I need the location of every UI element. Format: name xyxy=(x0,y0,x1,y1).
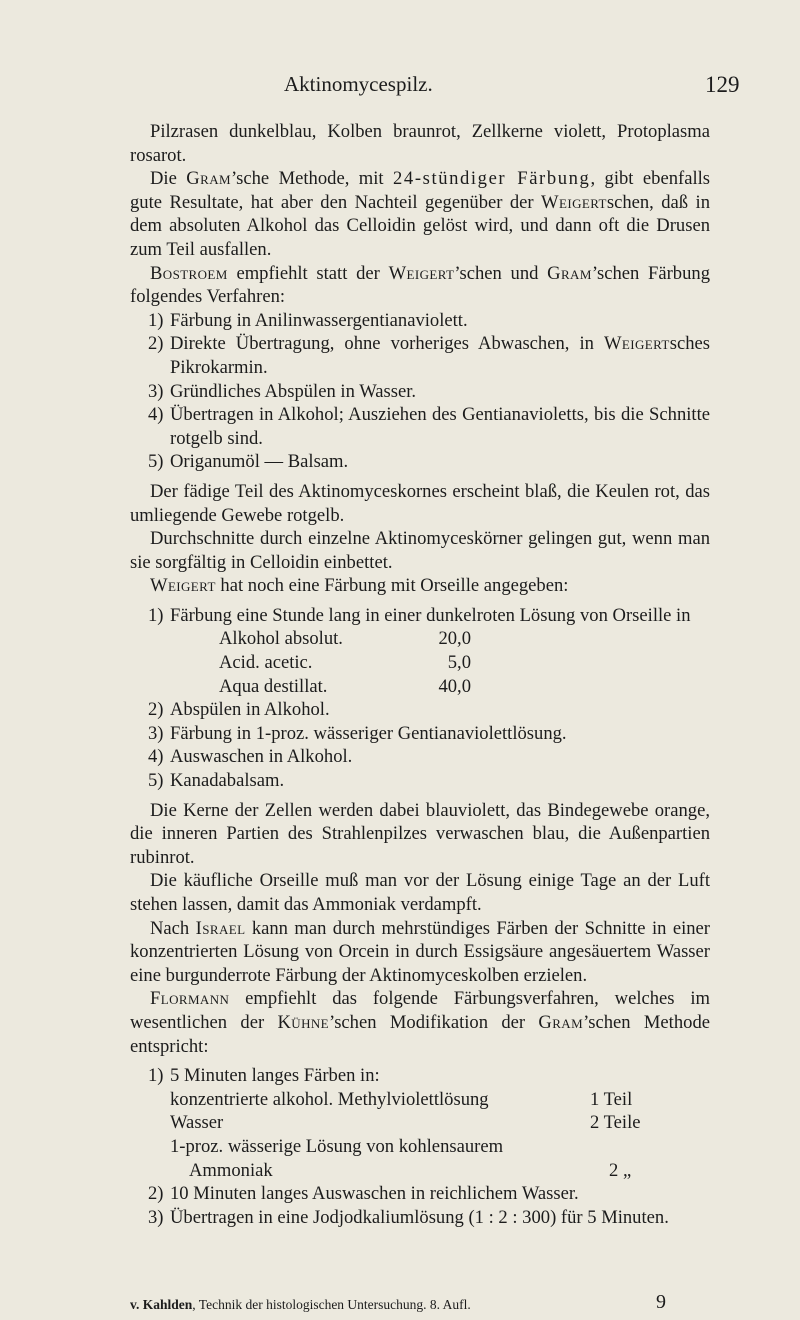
running-title: Aktinomycespilz. xyxy=(284,72,433,96)
person-name: Weigert xyxy=(150,575,216,597)
list-item: 2) Abspülen in Alkohol. xyxy=(148,699,330,721)
paragraph: Durchschnitte durch einzelne Aktinomyceskörner gelingen gut, wenn man sie sorgfältig in Celloidin einbettet. xyxy=(130,528,710,573)
person-name: Gram xyxy=(186,168,231,190)
list-item: 4) Übertragen in Alkohol; Ausziehen des Gentianavioletts, bis die Schnitte rotgelb sind. xyxy=(148,404,710,449)
list-item: 4) Auswaschen in Alkohol. xyxy=(148,746,353,768)
list-item: 5) Origanumöl — Balsam. xyxy=(148,451,349,473)
orseille-recipe xyxy=(130,627,710,698)
signature-mark: 9 xyxy=(656,1291,666,1313)
person-name: Flormann xyxy=(150,988,230,1010)
paragraph: Der fädige Teil des Aktinomyceskornes erscheint blaß, die Keulen rot, das umliegende Gewebe rotgelb. xyxy=(130,480,710,526)
flormann-steps-rest xyxy=(130,1182,710,1229)
list-item: 1) Färbung eine Stunde lang in einer dunkelroten Lösung von Orseille in xyxy=(148,604,691,626)
ingredient-row: Ammoniak 2 „ xyxy=(189,1159,632,1181)
recipe-row: Acid. acetic. 5,0 xyxy=(219,652,471,674)
running-header xyxy=(0,68,800,98)
list-item: 2) 10 Minuten langes Auswaschen in reichlichem Wasser. xyxy=(148,1183,579,1205)
person-name: Weigert xyxy=(388,262,455,284)
list-item: 1) Färbung in Anilinwassergentianaviolett. xyxy=(148,309,468,331)
paragraph: Nach Israel kann man durch mehrstündiges Färben der Schnitte in einer konzentrierten Lösung von Orcein in durch Essigsäure angesäuertem Wasser eine burgunderrote Färbung der Aktinomyceskolben erzielen. xyxy=(130,917,710,986)
ingredient-row: Wasser 2 Teile xyxy=(170,1112,641,1134)
paragraph: Bostroem empfiehlt statt der Weigert’schen und Gram’schen Färbung folgendes Verfahren: xyxy=(130,262,710,308)
person-name: Gram xyxy=(547,262,592,284)
footer xyxy=(130,1291,710,1320)
ingredient-row: 1-proz. wässerige Lösung von kohlensaurem xyxy=(170,1135,504,1157)
paragraph: Flormann empfiehlt das folgende Färbungsverfahren, welches im wesentlichen der Kühne’schen Modifikation der Gram’schen Methode entspricht: xyxy=(130,988,710,1057)
list-item: 3) Gründliches Abspülen in Wasser. xyxy=(148,380,417,402)
person-name: Weigert xyxy=(541,191,607,213)
list-item: 3) Färbung in 1-proz. wässeriger Gentianaviolettlösung. xyxy=(148,722,567,744)
person-name: Israel xyxy=(195,917,246,939)
bostroem-steps xyxy=(130,309,710,474)
footer-citation: v. Kahlden, Technik der histologischen Untersuchung. 8. Aufl. xyxy=(130,1297,471,1312)
list-item: 1) 5 Minuten langes Färben in: xyxy=(148,1065,380,1087)
weigert-steps xyxy=(130,604,710,628)
footer-author: v. Kahlden xyxy=(130,1297,193,1312)
list-item: 2) Direkte Übertragung, ohne vorheriges Abwaschen, in Weigertsches Pikrokarmin. xyxy=(148,333,710,378)
paragraph: Pilzrasen dunkelblau, Kolben braunrot, Zellkerne violett, Protoplasma rosarot. xyxy=(130,121,710,166)
person-name: Gram xyxy=(538,1011,584,1033)
person-name: Weigert xyxy=(603,333,670,355)
paragraph: Die käufliche Orseille muß man vor der Lösung einige Tage an der Luft stehen lassen, damit das Ammoniak verdampft. xyxy=(130,870,710,915)
paragraph: Die Kerne der Zellen werden dabei blauviolett, das Bindegewebe orange, die inneren Partien des Strahlenpilzes verwaschen blau, die Außenpartien rubinrot. xyxy=(130,799,710,868)
stain-ingredients xyxy=(130,1088,710,1182)
paragraph: Weigert hat noch eine Färbung mit Orseille angegeben: xyxy=(150,575,569,597)
list-item: 5) Kanadabalsam. xyxy=(148,770,285,792)
person-name: Bostroem xyxy=(150,262,228,284)
paragraph: Die Gram’sche Methode, mit 24-stündiger Färbung, gibt ebenfalls gute Resultate, hat aber den Nachteil gegenüber der Weigertschen, daß in dem absoluten Alkohol das Celloidin gelöst wird, und dann oft die Drusen zum Teil ausfallen. xyxy=(130,168,711,260)
flormann-steps xyxy=(130,1064,710,1088)
list-item: 3) Übertragen in eine Jodjodkaliumlösung (1 : 2 : 300) für 5 Minuten. xyxy=(148,1206,669,1228)
recipe-row: Alkohol absolut. 20,0 xyxy=(219,628,471,650)
person-name: Kühne xyxy=(277,1011,330,1033)
body-text xyxy=(130,120,710,1229)
weigert-steps-rest xyxy=(130,698,710,792)
ingredient-row: konzentrierte alkohol. Methylviolettlösung 1 Teil xyxy=(170,1088,633,1110)
recipe-row: Aqua destillat. 40,0 xyxy=(219,675,471,697)
page-number: 129 xyxy=(705,72,740,97)
